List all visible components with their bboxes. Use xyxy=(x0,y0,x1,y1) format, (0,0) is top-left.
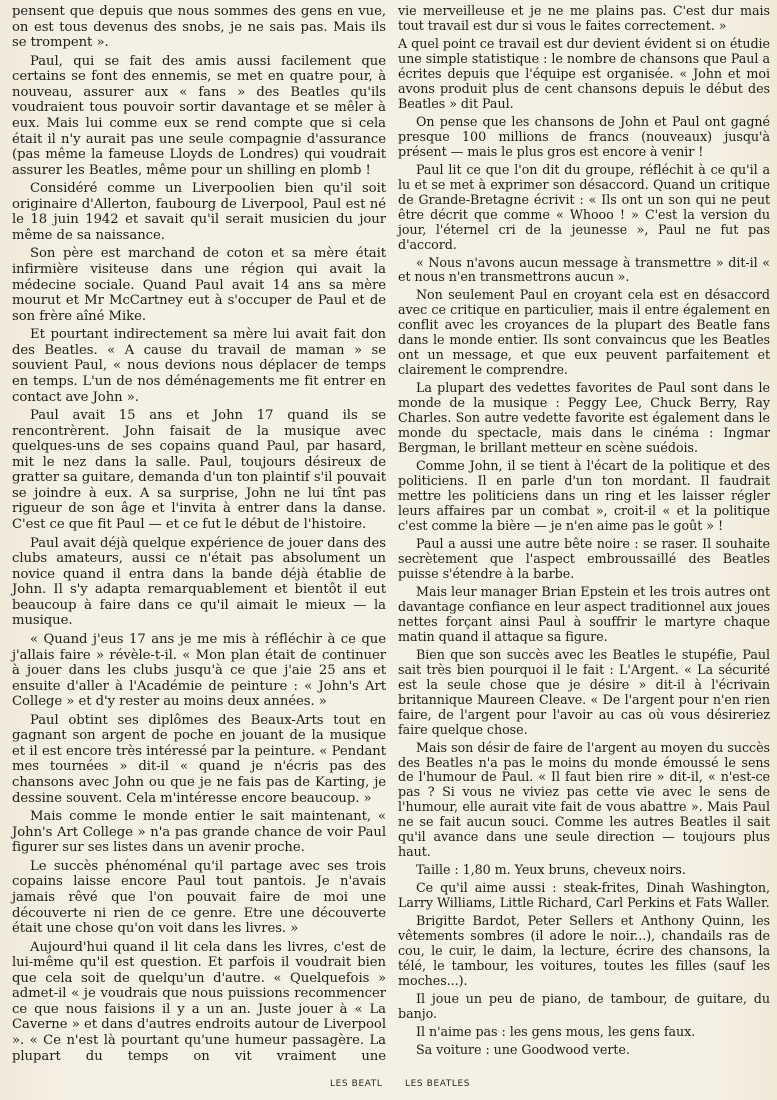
left-paragraph: Mais comme le monde entier le sait maintenant, « John's Art College » n'a pas grande chance de voir Paul figurer sur ses listes dans un avenir proche. xyxy=(12,809,386,856)
left-paragraph: Et pourtant indirectement sa mère lui avait fait don des Beatles. « A cause du travail de maman » se souvient Paul, « nous devions nous déplacer de temps en temps. L'un de nos déménagements me fit entrer en contact ave John ». xyxy=(12,327,386,405)
left-paragraph: Paul obtint ses diplômes des Beaux-Arts tout en gagnant son argent de poche en jouant de la musique et il est encore très intéressé par la peinture. « Pendant mes tournées » dit-il « quand je n'écris pas des chansons avec John ou que je ne fais pas de Karting, je dessine souvent. Cela m'intéresse encore beaucoup. » xyxy=(12,712,386,806)
left-column xyxy=(12,4,386,1064)
right-paragraph: A quel point ce travail est dur devient évident si on étudie une simple statistique : le nombre de chansons que Paul a écrites depuis que l'équipe est organisée. « John et moi avons produit plus de cent chansons depuis le début des Beatles » dit Paul. xyxy=(398,35,770,111)
running-footer-left: LES BEATL xyxy=(330,1079,383,1089)
right-paragraph: Mais son désir de faire de l'argent au moyen du succès des Beatles n'a pas le moins du monde émoussé le sens de l'humour de Paul. « Il faut bien rire » dit-il, « n'est-ce pas ? Si vous ne viviez pas cette vie avec le sens de l'humour, elle aurait vite fait de vous abattre ». Mais Paul ne se fait aucun souci. Comme les autres Beatles il sait qu'il avance dans une seule direction — toujours plus haut. xyxy=(398,739,770,860)
right-paragraph: On pense que les chansons de John et Paul ont gagné presque 100 millions de francs (nouveaux) jusqu'à présent — mais le plus gros est encore à venir ! xyxy=(398,113,770,159)
right-paragraph: Brigitte Bardot, Peter Sellers et Anthony Quinn, les vêtements sombres (il adore le noir...), chandails ras de cou, le cuir, le daim, la lecture, écrire des chansons, la télé, le tambour, les voitures, toutes les filles (sauf les moches...). xyxy=(398,913,770,989)
right-paragraph: La plupart des vedettes favorites de Paul sont dans le monde de la musique : Peggy Lee, Chuck Berry, Ray Charles. Son autre vedette favorite est également dans le monde du spectacle, mais dans le cinéma : Ingmar Bergman, le brillant metteur en scène suédois. xyxy=(398,380,770,456)
right-paragraph: Mais leur manager Brian Epstein et les trois autres ont davantage confiance en leur aspect traditionnel aux joues nettes forçant ainsi Paul à souffrir le martyre chaque matin quand il attaque sa figure. xyxy=(398,583,770,644)
right-paragraph: Il n'aime pas : les gens mous, les gens faux. xyxy=(416,1023,696,1039)
right-paragraph: Comme John, il se tient à l'écart de la politique et des politiciens. Il en parle d'un ton mordant. Il faudrait mettre les politiciens dans un ring et les laisser régler leurs affaires par un combat », croit-il « et la politique c'est comme la bière — je n'en aime pas le goût » ! xyxy=(398,458,770,533)
right-paragraph: Sa voiture : une Goodwood verte. xyxy=(416,1041,630,1057)
left-paragraph: Le succès phénoménal qu'il partage avec ses trois copains laisse encore Paul tout pantois. Je n'avais jamais rêvé que l'on pouvait faire de moi une découverte ni rien de ce genre. Etre une découverte était une chose qu'on voit dans les livres. » xyxy=(12,858,386,937)
left-opening-text: pensent que depuis que nous sommes des gens en vue, on est tous devenus des snobs, je ne sais pas. Mais ils se trompent ». xyxy=(12,4,386,51)
right-column xyxy=(398,4,770,1058)
right-paragraph: Il joue un peu de piano, de tambour, de guitare, du banjo. xyxy=(398,991,770,1021)
right-paragraph: Taille : 1,80 m. Yeux bruns, cheveux noirs. xyxy=(416,862,686,878)
left-paragraph: « Quand j'eus 17 ans je me mis à réfléchir à ce que j'allais faire » révèle-t-il. « Mon plan était de continuer à jouer dans les clubs jusqu'à ce que j'aie 25 ans et ensuite d'aller à l'Académie de peinture : « John's Art College » et d'y rester au moins deux années. » xyxy=(12,631,386,710)
left-paragraph: Paul, qui se fait des amis aussi facilement que certains se font des ennemis, se met en quatre pour, à nouveau, assurer aux « fans » des Beatles qu'ils voudraient tous pouvoir sortir davantage et se mêler à eux. Mais lui comme eux se rend compte que si cela était il n'y aurait pas une seule compagnie d'assurance (pas même la fameuse Lloyds de Londres) qui voudrait assurer les Beatles, même pour un shilling en plomb ! xyxy=(12,53,386,178)
right-paragraph: Paul a aussi une autre bête noire : se raser. Il souhaite secrètement que l'aspect embroussaillé des Beatles puisse s'étendre à la barbe. xyxy=(398,535,770,581)
right-paragraph: Non seulement Paul en croyant cela est en désaccord avec ce critique en particulier, mais il entre également en conflit avec les croyances de la plupart des Beatle fans dans le monde entier. Ils sont convaincus que les Beatles ont un message, et que eux peuvent parfaitement et clairement le comprendre. xyxy=(398,287,770,378)
left-paragraph: Aujourd'hui quand il lit cela dans les livres, c'est de lui-même qu'il est question. Et parfois il voudrait bien que cela soit de quelqu'un d'autre. « Quelquefois » admet-il « je voudrais que nous puissions recommencer ce que nous faisions il y a un an. Juste jouer à « La Caverne » et dans d'autres endroits autour de Liverpool ». « Ce n'est là pourtant qu'une humeur passagère. La plupart du temps on vit vraiment une xyxy=(12,939,386,1064)
left-paragraph: Son père est marchand de coton et sa mère était infirmière visiteuse dans une région qui avait la médecine sociale. Quand Paul avait 14 ans sa mère mourut et Mr McCartney eut à s'occuper de Paul et de son frère aîné Mike. xyxy=(12,246,386,324)
left-paragraph: Paul avait déjà quelque expérience de jouer dans des clubs amateurs, aussi ce n'était pas absolument un novice quand il entra dans la bande déjà établie de John. Il s'y adapta remarquablement et bientôt il eut beaucoup à faire dans ce qu'il aimait le mieux — la musique. xyxy=(12,535,386,629)
right-paragraph: « Nous n'avons aucun message à transmettre » dit-il « et nous n'en transmettrons aucun ». xyxy=(398,254,770,285)
right-opening-text: vie merveilleuse et je ne me plains pas. C'est dur mais tout travail est dur si vous le faites correctement. » xyxy=(398,3,770,33)
running-footer-right: LES BEATLES xyxy=(405,1079,471,1089)
right-paragraph: Paul lit ce que l'on dit du groupe, réfléchit à ce qu'il a lu et se met à exprimer son désaccord. Quand un critique de Grande-Bretagne écrivit : « Ils ont un son qui ne peut être décrit que comme « Whooo ! » C'est la version du jour, l'éternel cri de la jeunesse », Paul ne fut pas d'accord. xyxy=(398,161,770,252)
right-paragraph: Bien que son succès avec les Beatles le stupéfie, Paul sait très bien pourquoi il le fait : L'Argent. « La sécurité est la seule chose que je désire » dit-il à l'écrivain britannique Maureen Cleave. « De l'argent pour n'en rien faire, de l'argent pour l'avoir au cas où vous désireriez faire quelque chose. xyxy=(398,646,770,737)
left-paragraph: Paul avait 15 ans et John 17 quand ils se rencontrèrent. John faisait de la musique avec quelques-uns de ses copains quand Paul, par hasard, mit le nez dans la salle. Paul, toujours désireux de gratter sa guitare, demanda d'un ton plaintif s'il pouvait se joindre à eux. A sa surprise, John ne lui tînt pas rigueur de son âge et l'invita à entrer dans la danse. C'est ce que fit Paul — et ce fut le début de l'histoire. xyxy=(12,408,386,532)
right-paragraph: Ce qu'il aime aussi : steak-frites, Dinah Washington, Larry Williams, Little Richard, Carl Perkins et Fats Waller. xyxy=(398,880,770,911)
left-paragraph: Considéré comme un Liverpoolien bien qu'il soit originaire d'Allerton, faubourg de Liverpool, Paul est né le 18 juin 1942 et savait qu'il serait musicien du jour même de sa naissance. xyxy=(12,181,386,243)
